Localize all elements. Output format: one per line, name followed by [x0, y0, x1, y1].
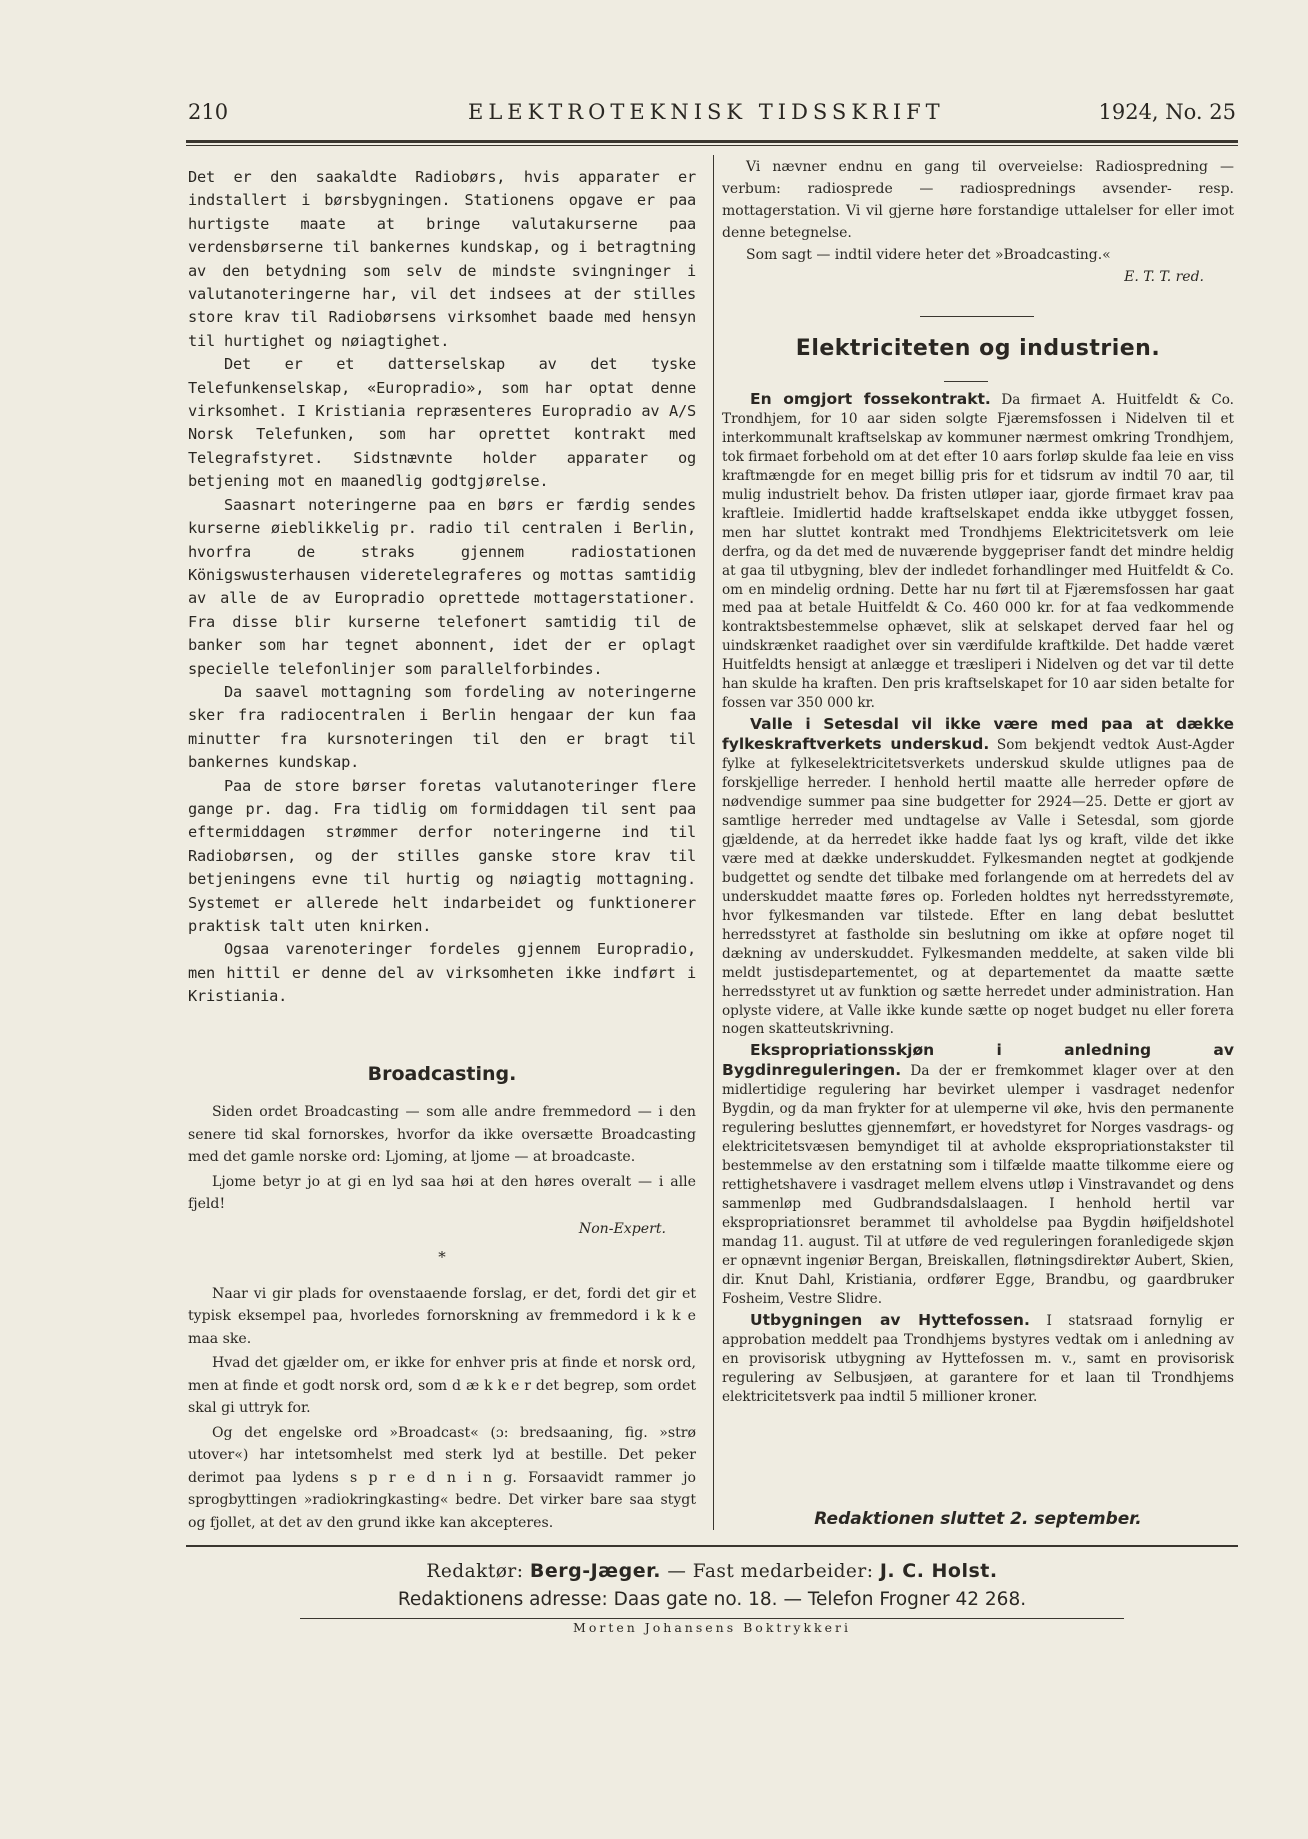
- article-paragraph: Ogsaa varenoteringer fordeles gjennem Europradio, men hittil er denne del av virksomheten ikke indført i Kristiania.: [188, 940, 696, 1006]
- separator: —: [667, 1561, 687, 1582]
- news-item: [722, 1311, 1234, 1407]
- article-paragraph: Da saavel mottagning som fordeling av noteringerne sker fra radiocentralen i Berlin hengaar der kun faa minutter fra kursnoteringen til den er bragt til bankernes kundskap.: [188, 682, 696, 772]
- page-header: [188, 96, 1236, 136]
- issue-number: 1924, No. 25: [1098, 100, 1236, 124]
- footer-rule-thin: [300, 1618, 1124, 1619]
- editor-name: Berg-Jæger.: [529, 1560, 661, 1582]
- news-text: I statsraad fornylig er approbation meddelt paa Trondhjems bystyres vedtak om i anledning av en provisorisk utbygning av Hyttefossen m. v., samt en provisorisk regulering av Selbusjøen, at garantere for et laan til Trondhjems elektricitetsverk paa indtil 5 millioner kroner.: [722, 1312, 1234, 1405]
- editor-line: [188, 1560, 1236, 1582]
- broadcasting-paragraph: Naar vi gir plads for ovenstaaende forslag, er det, fordi det gir et typisk eksempel paa, hvorledes fornorskning av fremmedord i k k e maa ske.: [188, 1285, 696, 1347]
- editor-signature: E. T. T. red.: [1124, 269, 1204, 285]
- news-heading: Valle i Setesdal vil ikke være med paa at dække fylkeskraftverkets underskud.: [722, 715, 1234, 754]
- news-item: [722, 1041, 1234, 1308]
- broadcasting-paragraph: Siden ordet Broadcasting — som alle andre fremmedord — i den senere tid skal fornorskes, hvorfor da ikke oversætte Broadcasting med det gamle norske ord: Ljoming, at ljome — at broadcaste.: [188, 1104, 696, 1165]
- article-paragraph: Paa de store børser foretas valutanoteringer flere gange pr. dag. Fra tidlig om formiddagen til sent paa eftermiddagen strømmer derfor noteringerne ind til Radiobørsen, og der stilles ganske store krav til betjeningens evne til hurtig og nøiagtig mottagning. Systemet er allerede helt indarbeidet og funktionerer praktisk talt uten knirken.: [188, 776, 696, 935]
- news-item: [722, 715, 1234, 1039]
- radiospredning-note: [722, 156, 1234, 288]
- address: Daas gate no. 18.: [613, 1589, 778, 1610]
- news-text: Som bekjendt vedtok Aust-Agder fylke at fylkeselektricitetsverkets underskud skulde utlignes paa de forskjellige herreder. I henhold hertil maatte alle herreder opføre de nødvendige summer paa sine budgetter for 2924—25. Dette er gjort av samtlige herreder med undtagelse av Valle i Setesdal, som gjorde gjældende, at da herredet ikke hadde faat lys og kraft, vilde det ikke være med at dække underskuddet. Fylkesmanden negtet at godkjende budgettet og sendte det tilbake med forlangende om at herredets del av underskuddet maatte føres op. Forleden holdtes nyt herredsstyremøte, hvor fylkesmanden var tilstede. Efter en lang debat besluttet herredsstyret at fastholde sin beslutning om ikke at opføre noget til dækning av underskuddet. Fylkesmanden meddelte, at saken vilde bli meldt justisdepartementet, og at departementet da maatte sætte herredsstyret ut av funktion og sætte herredet under administration. Han oplyste videre, at Valle ikke kunde sætte op noget budget nu eller forета nogen skatteutskrivning.: [722, 737, 1234, 1038]
- article-paragraph: Saasnart noteringerne paa en børs er færdig sendes kurserne øieblikkelig pr. radio til centralen i Berlin, hvorfra de straks gjennem radiostationen Königswusterhausen videretelegraferes og mottas samtidig av alle de av Europradio oprettede mottagerstationer. Fra disse blir kurserne telefonert samtidig til de banker som har tegnet abonnent, idet der er oplagt specielle telefonlinjer som parallelforbindes.: [188, 495, 696, 678]
- news-heading: En omgjort fossekontrakt.: [750, 390, 991, 408]
- broadcasting-article: [188, 1101, 696, 1536]
- broadcasting-paragraph: Hvad det gjælder om, er ikke for enhver pris at finde et norsk ord, men at finde et godt norsk ord, som d æ k k e r det begrep, som ordet skal gi uttryk for.: [188, 1355, 696, 1416]
- footer-rule: [186, 1545, 1238, 1547]
- address-label: Redaktionens adresse:: [397, 1589, 608, 1610]
- news-heading: Utbygningen av Hyttefossen.: [750, 1310, 1030, 1329]
- title-rule: [944, 381, 988, 382]
- broadcasting-signature: Non-Expert.: [578, 1220, 666, 1237]
- radiobors-article: [188, 166, 696, 1009]
- section-rule: [920, 316, 1034, 317]
- printer-credit: Morten Johansens Boktrykkeri: [573, 1620, 851, 1635]
- note-paragraph: Vi nævner endnu en gang til overveielse: Radiospredning — verbum: radiosprede — radiosprednings avsender- resp. mottagerstation. Vi vil gjerne høre forstandige uttalelser for eller imot denne betegnelse.: [722, 159, 1234, 241]
- address-line: [188, 1589, 1236, 1610]
- broadcasting-title: Broadcasting.: [367, 1063, 517, 1085]
- column-divider: [713, 155, 714, 1530]
- header-rule: [186, 140, 1238, 143]
- broadcasting-paragraph: Ljome betyr jo at gi en lyd saa høi at den høres overalt — i alle fjeld!: [188, 1173, 696, 1212]
- industry-news: [722, 390, 1234, 1409]
- page-number: 210: [188, 100, 229, 124]
- staff-label: Fast medarbeider:: [692, 1561, 874, 1582]
- section-asterisk: *: [438, 1248, 446, 1266]
- article-paragraph: Det er den saakaldte Radiobørs, hvis apparater er indstallert i børsbygningen. Stationens opgave er paa hurtigste maate at bringe valutakurserne paa verdensbørserne til bankernes kundskap, og i betragtning av den betydning som selv de mindste svingninger i valutanoteringerne har, vil det indsees at der stilles store krav til Radiobørsens virksomhet baade med hensyn til hurtighet og nøiagtighet.: [188, 168, 696, 350]
- closing-note: Redaktionen sluttet 2. september.: [814, 1509, 1142, 1529]
- article-paragraph: Det er et datterselskap av det tyske Telefunkenselskap, «Europradio», som har optat denne virksomhet. I Kristiania repræsenteres Europradio av A/S Norsk Telefunken, som har oprettet kontrakt med Telegrafstyret. Sidstnævnte holder apparater og betjening mot en maanedlig godtgjørelse.: [188, 355, 696, 491]
- journal-title: ELEKTROTEKNISK TIDSSKRIFT: [468, 100, 945, 124]
- industry-section-title: Elektriciteten og industrien.: [795, 336, 1161, 361]
- editor-label: Redaktør:: [426, 1561, 524, 1582]
- broadcasting-paragraph: Og det engelske ord »Broadcast« (ɔ: bredsaaning, fig. »strø utover«) har intetsomhelst med sterk lyd at bestille. Det peker derimot paa lydens s p r e d n i n g. Forsaavidt rammer jo sprogbyttingen »radiokringkasting« bedre. Det virker bare saa stygt og fjollet, at det av den grund ikke kan akcepteres.: [188, 1424, 696, 1531]
- news-text: Da firmaet A. Huitfeldt & Co. Trondhjem, for 10 aar siden solgte Fjæremsfossen i Nidelven til et interkommunalt kraftselskap av kommuner nærmest omkring Trondhjem, tok firmaet forbehold om at det efter 10 aars forløp skulde faa leie en viss kraftmængde for en meget billig pris for et tidsrum av indtil 70 aar, til mulig industrielt behov. Da fristen utløper iaar, gjorde firmaet krav paa kraftleie. Imidlertid hadde kraftselskapet endda ikke utbygget fossen, men har sluttet kontrakt med Trondhjems Elektricitetsverk om leie derfra, og da det med de nuværende byggepriser fandt det mindre heldig at gaa til utbygning, blev der indledet forhandlinger med Huitfeldt & Co. om en mindelig ordning. Dette har nu ført til at Fjæremsfossen har gaat med paa at betale Huitfeldt & Co. 460 000 kr. for at faa vedkommende kontraktsbestemmelse ophævet, slik at selskapet derved faar hel og uindskrænket raadighet over sin værdifulde kraftkilde. Det hadde været Huitfeldts hensigt at anlægge et træsliperi i Nidelven og det var til dette han skulde ha kraften. Den pris kraftselskapet for 10 aar siden betalte for fossen var 350 000 kr.: [722, 392, 1235, 712]
- news-heading: Ekspropriationsskjøn i anledning av Bygdinreguleringen.: [722, 1041, 1234, 1080]
- header-rule-thin: [186, 145, 1238, 146]
- news-item: [722, 390, 1234, 713]
- staff-name: J. C. Holst.: [879, 1560, 998, 1582]
- news-text: Da der er fremkommet klager over at den midlertidige regulering har bevirket ulemper i vasdraget nedenfor Bygdin, og da man frykter for at ulemperne vil øke, hvis den permanente regulering besluttes gjennemført, er hovedstyret for Norges vasdrags- og elektricitetsvæsen bemyndiget til at avholde ekspropriationstakster til bestemmelse av den erstatning som i tilfælde maatte tilkomme eiere og rettighetshavere i vasdraget mellem elvens utløp i Vinstravandet og dens sammenløp med Gudbrandsdalslaagen. I henhold hertil var ekspropriationsret berammet til avholdelse paa Bygdin høifjeldshotel mandag 11. august. Til at utføre de ved reguleringen foranledigede skjøn er opnævnt ingeniør Bergan, Breiskallen, fløtningsdirektør Aubert, Skien, dir. Knut Dahl, Kristiania, ordfører Egge, Brandbu, og gaardbruker Fosheim, Vestre Slidre.: [722, 1063, 1235, 1307]
- note-paragraph: Som sagt — indtil videre heter det »Broadcasting.«: [746, 247, 1111, 263]
- phone: Telefon Frogner 42 268.: [807, 1589, 1027, 1610]
- separator: —: [783, 1589, 802, 1610]
